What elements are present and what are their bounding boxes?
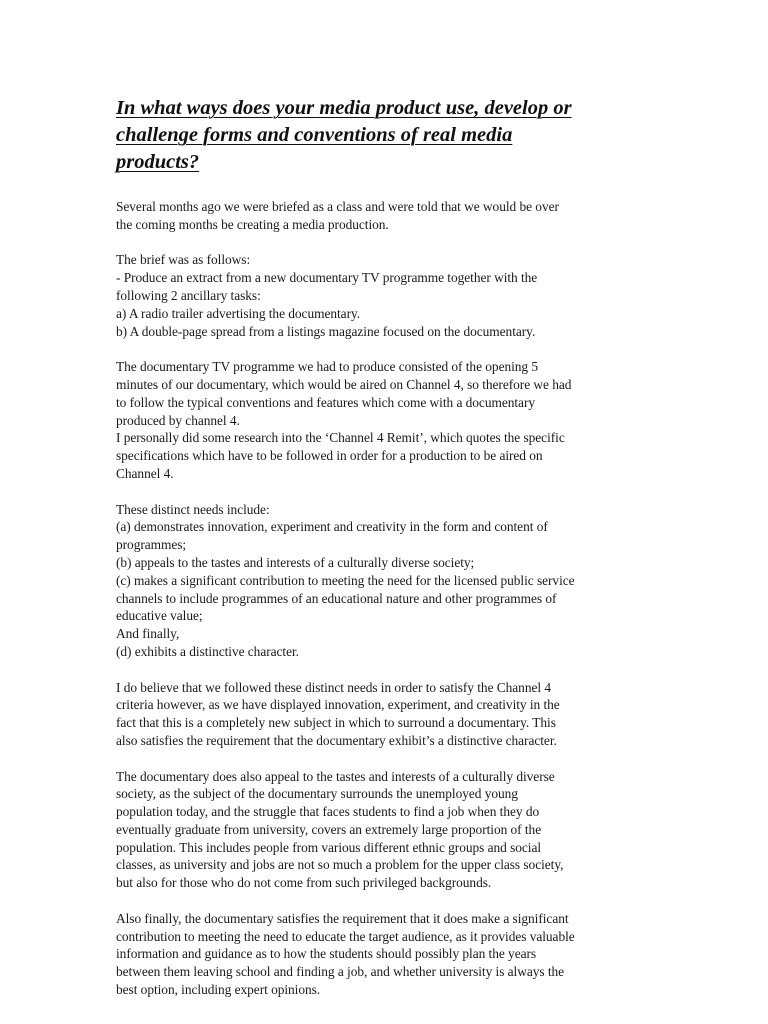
text-line: (c) makes a significant contribution to meeting the need for the licensed public service	[116, 572, 575, 588]
text-line: - Produce an extract from a new documentary TV programme together with the	[116, 270, 538, 286]
text-line: The documentary does also appeal to the tastes and interests of a culturally diverse	[116, 768, 555, 784]
paragraph	[116, 251, 656, 340]
text-line: information and guidance as to how the students should possibly plan the years	[116, 946, 537, 962]
text-line: The brief was as follows:	[116, 252, 251, 268]
text-line: minutes of our documentary, which would be aired on Channel 4, so therefore we had	[116, 376, 572, 392]
text-line: best option, including expert opinions.	[116, 982, 321, 998]
text-line: between them leaving school and finding a job, and whether university is always the	[116, 964, 565, 980]
text-line: I do believe that we followed these distinct needs in order to satisfy the Channel 4	[116, 679, 551, 695]
text-line: contribution to meeting the need to educate the target audience, as it provides valuable	[116, 928, 575, 944]
text-line: The documentary TV programme we had to produce consisted of the opening 5	[116, 359, 539, 375]
text-line: produced by channel 4.	[116, 412, 240, 428]
text-line: b) A double-page spread from a listings magazine focused on the documentary.	[116, 323, 536, 339]
paragraph	[116, 910, 656, 999]
text-line: society, as the subject of the documentary surrounds the unemployed young	[116, 786, 518, 802]
document-text	[116, 198, 656, 999]
text-line: And finally,	[116, 626, 180, 642]
text-line: to follow the typical conventions and features which come with a documentary	[116, 394, 535, 410]
text-line: specifications which have to be followed in order for a production to be aired on	[116, 448, 543, 464]
text-line: criteria however, as we have displayed innovation, experiment, and creativity in the	[116, 697, 560, 713]
text-line: These distinct needs include:	[116, 501, 270, 517]
text-line: I personally did some research into the ‘Channel 4 Remit’, which quotes the specific	[116, 430, 565, 446]
text-line: Channel 4.	[116, 465, 174, 481]
text-line: channels to include programmes of an educational nature and other programmes of	[116, 590, 557, 606]
text-line: Several months ago we were briefed as a class and were told that we would be over	[116, 199, 559, 214]
title-line: challenge forms and conventions of real media	[116, 124, 513, 146]
text-line: (d) exhibits a distinctive character.	[116, 643, 299, 659]
text-line: programmes;	[116, 537, 187, 553]
text-line: but also for those who do not come from such privileged backgrounds.	[116, 875, 492, 891]
paragraph	[116, 768, 656, 893]
text-line: classes, as university and jobs are not so much a problem for the upper class society,	[116, 857, 564, 873]
document-title	[116, 95, 656, 176]
text-line: population today, and the struggle that faces students to find a job when they do	[116, 804, 540, 820]
paragraph	[116, 679, 656, 750]
text-line: population. This includes people from various different ethnic groups and social	[116, 839, 542, 855]
text-line: following 2 ancillary tasks:	[116, 287, 261, 303]
text-line: (b) appeals to the tastes and interests of a culturally diverse society;	[116, 554, 475, 570]
title-line: In what ways does your media product use, develop or	[116, 97, 572, 119]
text-line: fact that this is a completely new subject in which to surround a documentary. This	[116, 715, 556, 731]
text-line: (a) demonstrates innovation, experiment and creativity in the form and content of	[116, 519, 548, 535]
paragraph	[116, 501, 656, 661]
text-line: Also finally, the documentary satisfies the requirement that it does make a significant	[116, 910, 569, 926]
document-body	[116, 95, 656, 1017]
text-line: a) A radio trailer advertising the documentary.	[116, 305, 361, 321]
paragraph	[116, 358, 656, 483]
text-line: also satisfies the requirement that the documentary exhibit’s a distinctive character.	[116, 732, 557, 748]
paragraph	[116, 198, 656, 234]
text-line: the coming months be creating a media production.	[116, 216, 389, 232]
title-line: products?	[116, 151, 200, 173]
text-line: eventually graduate from university, covers an extremely large proportion of the	[116, 821, 542, 837]
text-line: educative value;	[116, 608, 203, 624]
